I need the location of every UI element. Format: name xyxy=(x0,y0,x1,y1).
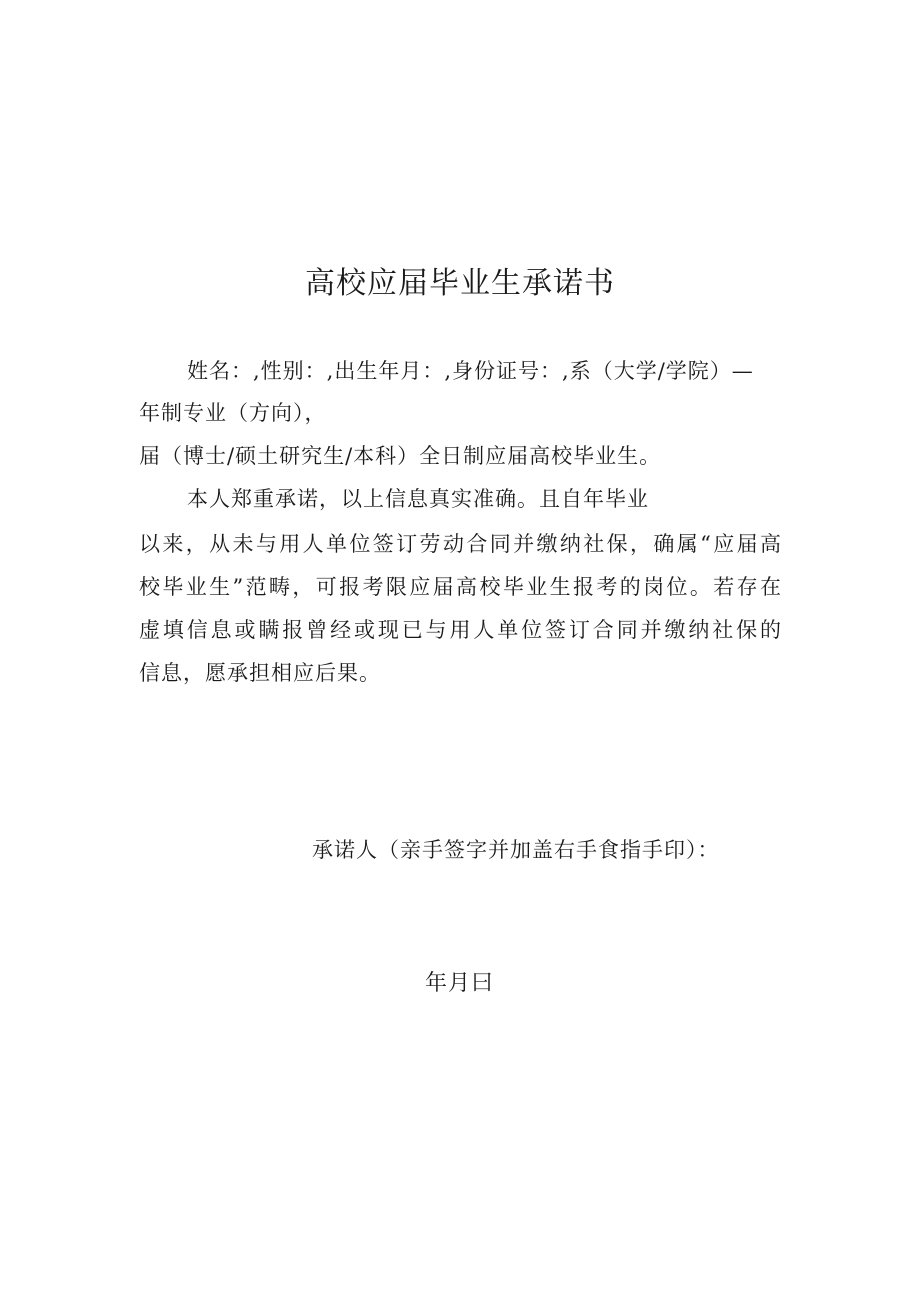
personal-info-line-3: 届（博士/硕土研究生/本科）全日制应届高校毕业生。 xyxy=(139,444,662,468)
pledge-line-1: 本人郑重承诺，以上信息真实准确。且自年毕业 xyxy=(187,487,649,511)
document-title: 高校应届毕业生承诺书 xyxy=(305,266,615,301)
signature-label: 承诺人（亲手签字并加盖右手食指手印）： xyxy=(312,838,720,862)
pledge-line-3: 校毕业生”范畴，可报考限应届高校毕业生报考的岗位。若存在 xyxy=(139,575,781,599)
date-label: 年月曰 xyxy=(425,971,495,996)
pledge-line-4: 虚填信息或瞒报曾经或现已与用人单位签订合同并缴纳社保的 xyxy=(139,618,781,642)
personal-info-line-1: 姓名：,性别：,出生年月：,身份证号：,系（大学/学院）— xyxy=(187,359,754,383)
personal-info-line-2: 年制专业（方向）， xyxy=(139,401,327,425)
pledge-line-2: 以来，从未与用人单位签订劳动合同并缴纳社保，确属“应届高 xyxy=(139,532,781,556)
pledge-line-5: 信息，愿承担相应后果。 xyxy=(139,661,381,685)
